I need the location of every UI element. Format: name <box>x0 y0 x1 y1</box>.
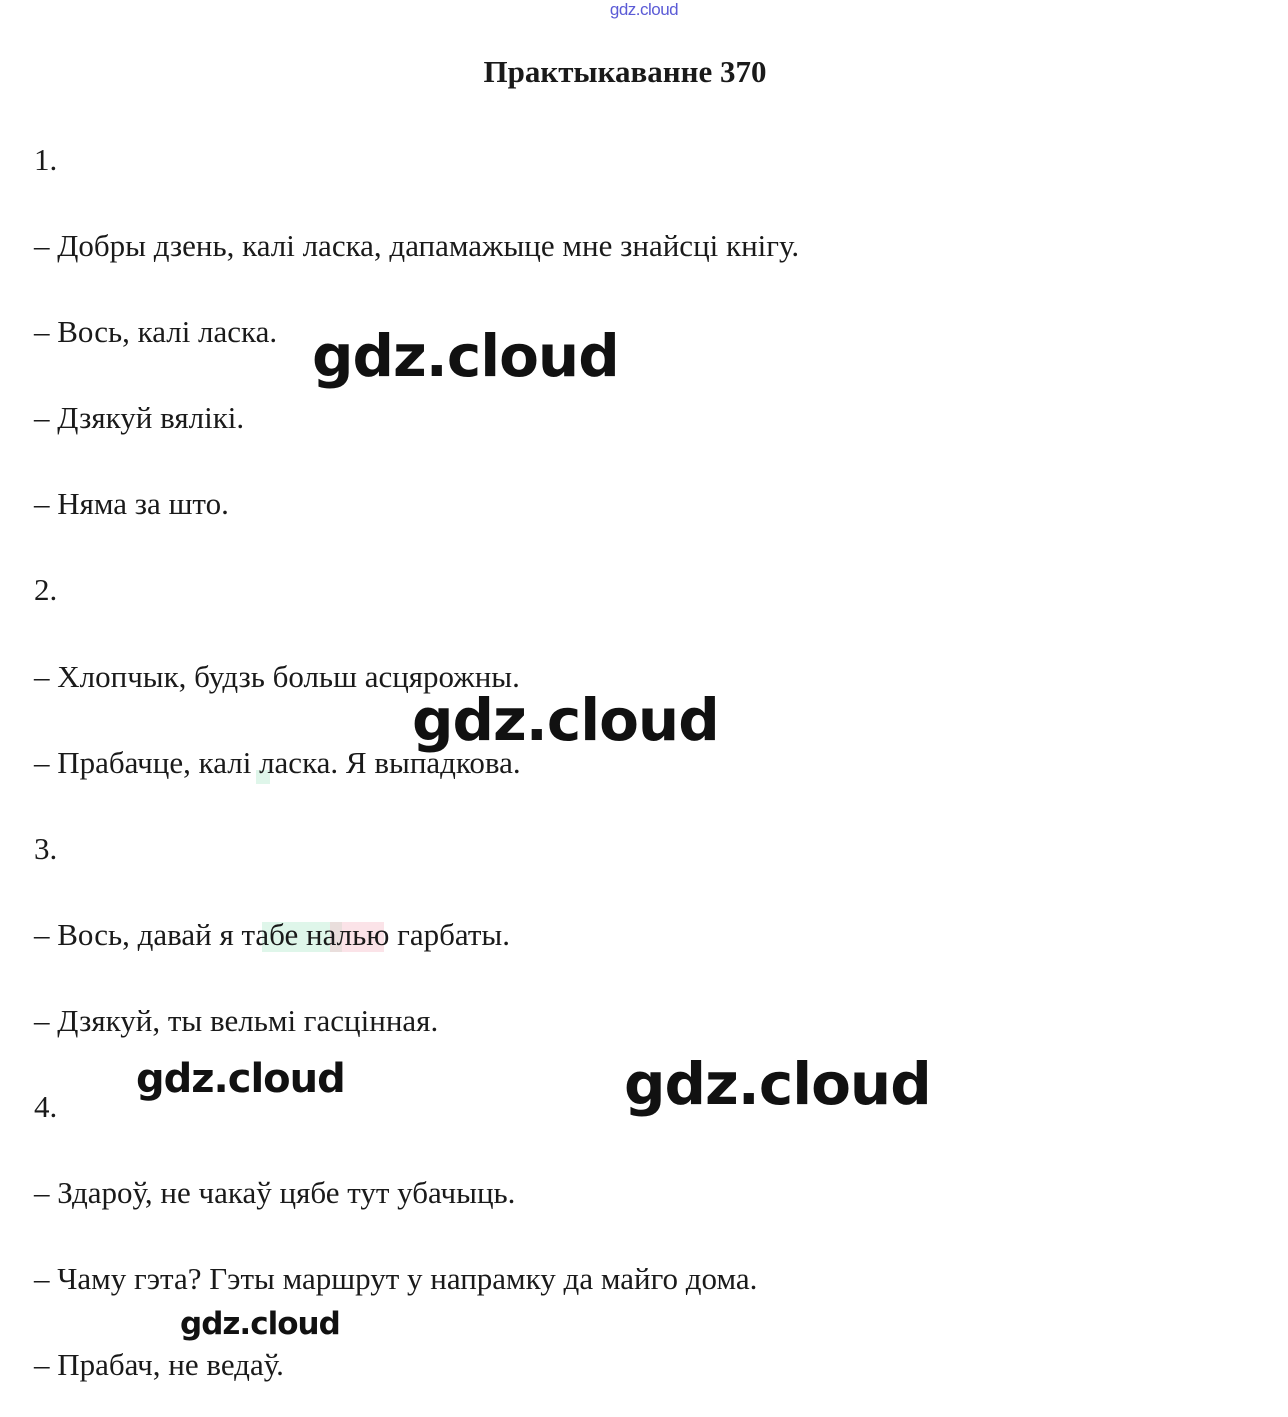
watermark: gdz.cloud <box>180 1306 340 1342</box>
dialogue-line: – Прабач, не ведаў. <box>34 1347 284 1382</box>
watermark: gdz.cloud <box>412 686 719 754</box>
dialogue-line: – Дзякуй, ты вельмі гасцінная. <box>34 1003 439 1038</box>
watermark: gdz.cloud <box>624 1050 931 1118</box>
section-number-2: 2. <box>34 572 58 607</box>
dialogue-line: – Няма за што. <box>34 486 229 521</box>
dialogue-line: – Прабачце, калі ласка. Я выпадкова. <box>34 745 521 780</box>
section-number-4: 4. <box>34 1089 58 1124</box>
dialogue-line: – Чаму гэта? Гэты маршрут у напрамку да майго дома. <box>34 1261 758 1296</box>
dialogue-line: – Хлопчык, будзь больш асцярожны. <box>34 659 520 694</box>
dialogue-line: – Добры дзень, калі ласка, дапамажыце мне знайсці кнігу. <box>34 228 800 263</box>
section-number-3: 3. <box>34 831 58 866</box>
dialogue-line: – Здароў, не чакаў цябе тут убачыць. <box>34 1175 516 1210</box>
watermark: gdz.cloud <box>136 1056 345 1102</box>
dialogue-line: – Дзякуй вялікі. <box>34 400 245 435</box>
dialogue-line: – Вось, калі ласка. <box>34 314 278 349</box>
watermark: gdz.cloud <box>312 322 619 390</box>
page-title: Практыкаванне 370 <box>483 54 767 89</box>
section-number-1: 1. <box>34 142 58 177</box>
site-mark: gdz.cloud <box>609 0 679 19</box>
dialogue-line: – Вось, давай я табе налью гарбаты. <box>34 917 510 952</box>
